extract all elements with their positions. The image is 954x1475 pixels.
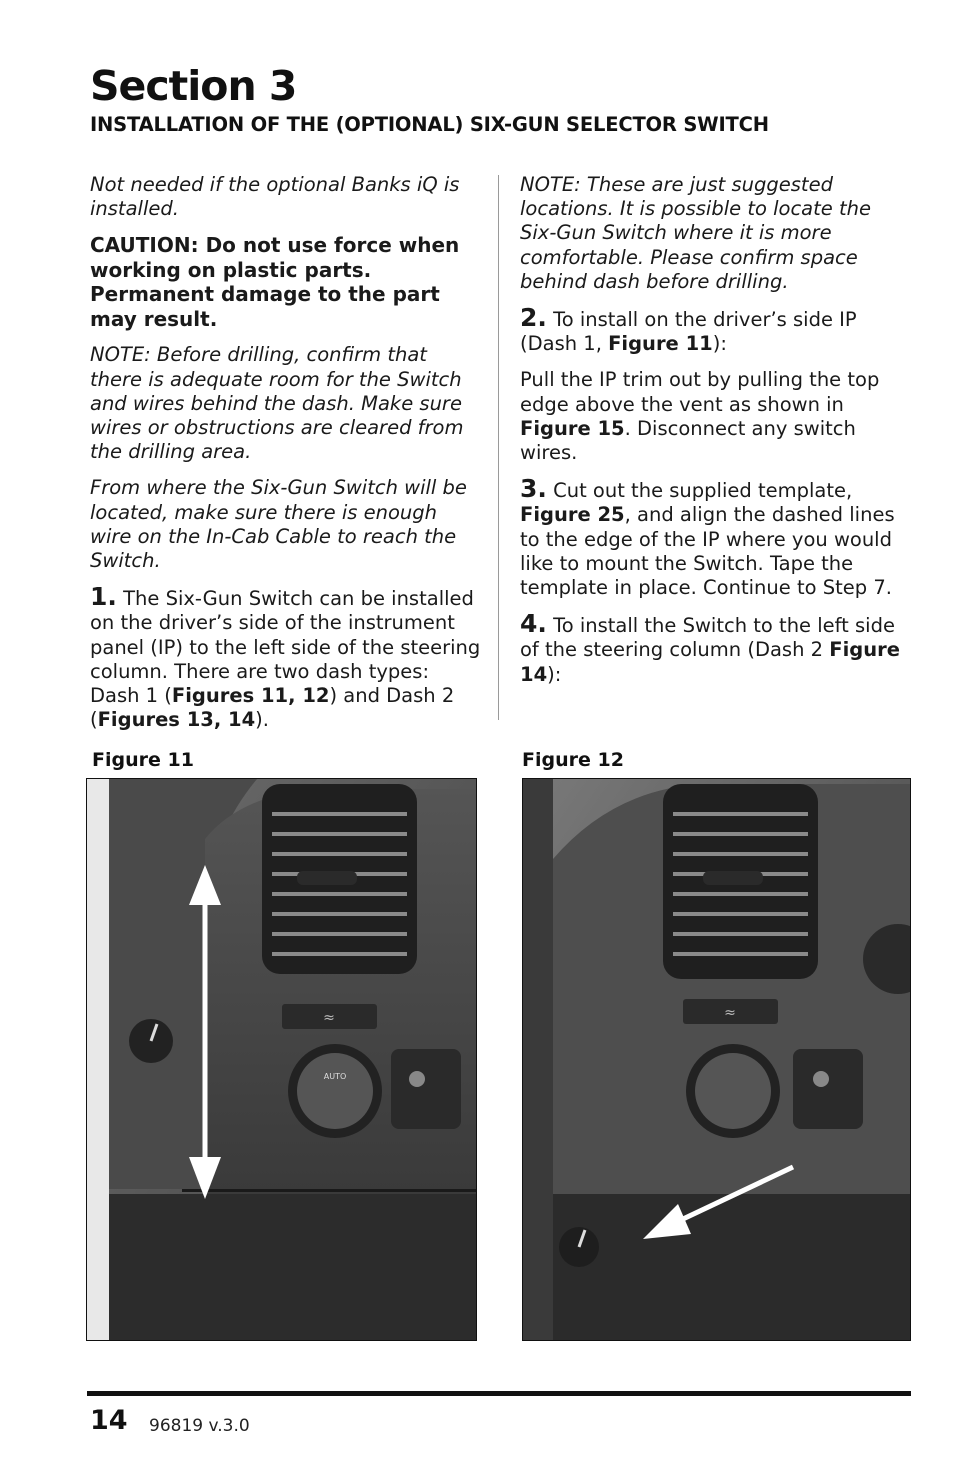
dimmer-switch	[793, 1049, 863, 1129]
dimmer-switch	[391, 1049, 461, 1129]
caution-period: .	[363, 257, 372, 282]
caution-label: CAUTION: Do not use force when working on plastic parts	[90, 233, 460, 282]
defrost-icon: ≈	[724, 1005, 736, 1021]
note-optional: Not needed if the optional Banks iQ is installed.	[90, 173, 460, 221]
figure-11-image	[87, 779, 476, 1340]
step-1	[90, 582, 482, 732]
step-3-text-a: Cut out the supplied template,	[553, 479, 853, 503]
vent-tab	[297, 871, 357, 885]
lower-dash	[553, 1194, 910, 1340]
headlight-dial	[297, 1053, 373, 1129]
step-1-text-a: The Six-Gun Switch can be installed on the driver’s side of the instrument panel (IP) to the left side of the steering column. There are two dash types: Dash 1 (	[90, 587, 481, 708]
column-divider	[498, 175, 499, 720]
step-4-number: 4.	[520, 609, 547, 639]
step-2-number: 2.	[520, 303, 547, 333]
page-number: 14	[90, 1405, 128, 1436]
step-1-text-c: ).	[255, 708, 269, 732]
step-2-text-a: To install on the driver’s side IP (Dash 1,	[520, 308, 857, 356]
note-drilling: NOTE: Before drilling, confirm that there is adequate room for the Switch and wires behind the dash. Make sure wires or obstructions are cleared from the drilling area.	[90, 343, 464, 464]
caution-rest: Permanent damage to the part may result.	[90, 282, 440, 331]
step-1-number: 1.	[90, 582, 117, 612]
note-location: From where the Six-Gun Switch will be located, make sure there is enough wire on the In-Cab Cable to reach the Switch.	[90, 476, 467, 573]
step-3-ref: Figure 25	[520, 503, 625, 527]
step-2-text-b: ):	[712, 332, 727, 356]
figure-12-image	[523, 779, 910, 1340]
door-edge	[87, 779, 109, 1340]
dimmer-knob	[409, 1071, 425, 1087]
a-pillar	[523, 779, 553, 1340]
footer-rule	[87, 1391, 911, 1396]
caution-paragraph	[90, 233, 482, 331]
right-column	[520, 173, 910, 699]
step-1-ref-1: Figures 11, 12	[171, 684, 330, 708]
headlight-dial	[695, 1053, 771, 1129]
figure-11-label: Figure 11	[92, 749, 194, 771]
note-suggested: NOTE: These are just suggested locations. It is possible to locate the Six-Gun Switch where it is more comfortable. Please confirm space behind dash before drilling.	[520, 173, 871, 293]
document-id: 96819 v.3.0	[149, 1416, 250, 1436]
section-subtitle: INSTALLATION OF THE (OPTIONAL) SIX-GUN SELECTOR SWITCH	[90, 113, 769, 136]
pull-text-a: Pull the IP trim out by pulling the top edge above the vent as shown in	[520, 368, 880, 416]
pull-text-b: . Disconnect any switch wires.	[520, 416, 856, 465]
step-3	[520, 474, 910, 600]
step-3-number: 3.	[520, 474, 547, 504]
step-4-text-b: ):	[547, 662, 562, 686]
figure-12-photo	[522, 778, 911, 1341]
left-column	[90, 173, 482, 744]
lower-dash	[109, 1194, 476, 1340]
figure-12-label: Figure 12	[522, 749, 624, 771]
pull-ref: Figure 15	[520, 416, 625, 440]
step-2-ref: Figure 11	[608, 332, 713, 356]
dial-auto-text: AUTO	[323, 1072, 347, 1081]
defrost-icon: ≈	[323, 1010, 335, 1026]
step-1-ref-2: Figures 13, 14	[97, 708, 256, 732]
pull-trim-paragraph	[520, 368, 910, 465]
step-4	[520, 609, 910, 687]
step-1-text-b: ) and Dash 2 (	[90, 684, 455, 732]
step-2	[520, 303, 910, 356]
step-3-text-b: , and align the dashed lines to the edge of the IP where you would like to mount the Switch. Tape the template in place. Continue to Step 7.	[520, 503, 895, 600]
step-4-text-a: To install the Switch to the left side of the steering column (Dash 2	[520, 614, 895, 662]
section-title: Section 3	[90, 62, 297, 110]
vent-tab	[703, 871, 763, 885]
panel-seam	[182, 1189, 476, 1192]
figure-11-photo	[86, 778, 477, 1341]
step-4-ref: Figure 14	[520, 638, 900, 686]
dimmer-knob	[813, 1071, 829, 1087]
